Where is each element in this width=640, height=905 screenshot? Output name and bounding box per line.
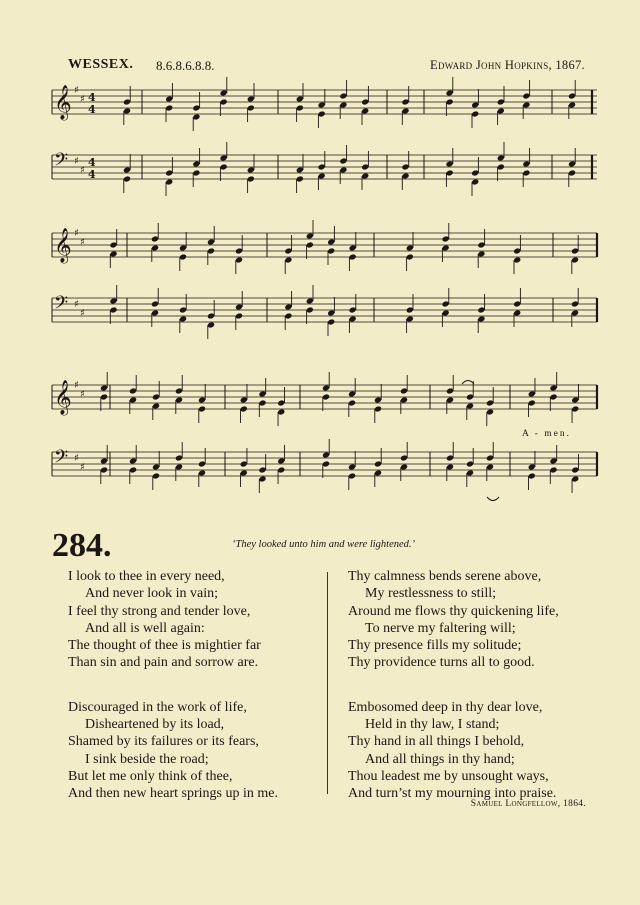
verse-line: Shamed by its failures or its fears, [68,734,259,750]
verse-line: And then new heart springs up in me. [68,786,278,802]
clef-icon: 𝄢 [54,293,69,318]
sharp-icon: ♯ [74,453,79,464]
composer-credit: Edward John Hopkins, 1867. [430,58,585,72]
verse-line: And turn’st my mourning into praise. [348,786,557,802]
time-signature: 4 [88,103,96,116]
sharp-icon: ♯ [74,299,79,310]
sharp-icon: ♯ [80,389,85,400]
column-divider [327,572,328,794]
sharp-icon: ♯ [80,94,85,105]
clef-icon: 𝄢 [54,447,69,472]
stanza [348,699,559,803]
verse-line: But let me only think of thee, [68,768,233,784]
verse-line: Thy calmness bends serene above, [348,569,542,584]
hymn-number: 284. [52,527,112,564]
verse-line: Disheartened by its load, [85,717,225,733]
verse-line: I look to thee in every need, [68,569,225,584]
clef-icon: 𝄢 [54,150,69,175]
verse-line: And all is well again: [85,620,205,636]
verse-line: My restlessness to still; [365,586,497,602]
sharp-icon: ♯ [80,308,85,319]
time-signature: 4 [88,91,96,104]
verse-line: To nerve my faltering will; [365,620,516,636]
amen-label: A - men. [522,429,571,439]
time-signature: 4 [88,156,96,169]
sharp-icon: ♯ [80,462,85,473]
stanza [68,699,278,803]
clef-icon: 𝄞 [54,228,72,263]
stanza [348,568,559,672]
verse-line: Thou leadest me by unsought ways, [348,768,549,784]
sharp-icon: ♯ [80,165,85,176]
verse-line: Discouraged in the work of life, [68,699,247,715]
verse-line: I sink beside the road; [85,751,209,767]
tune-name: WESSEX. [68,57,134,72]
tune-meter: 8.6.8.6.8.8. [156,58,215,73]
verse-line: Held in thy law, I stand; [365,717,500,733]
clef-icon: 𝄞 [54,380,72,415]
sharp-icon: ♯ [80,237,85,248]
time-signature: 4 [88,168,96,181]
verse-line: Thy hand in all things I behold, [348,734,525,750]
verse-line: And never look in vain; [85,586,218,602]
sharp-icon: ♯ [74,228,79,239]
verse-line: Around me flows thy quickening life, [348,603,559,619]
verse-line: Thy providence turns all to good. [348,655,535,671]
clef-icon: 𝄞 [54,85,72,120]
verse-line: Than sin and pain and sorrow are. [68,655,259,671]
stanza [68,568,278,672]
sharp-icon: ♯ [74,85,79,96]
verse-line: I feel thy strong and tender love, [68,603,251,619]
fermata-icon [462,381,474,385]
author-credit: Samuel Longfellow, 1864. [470,799,586,809]
sharp-icon: ♯ [74,380,79,391]
sharp-icon: ♯ [74,156,79,167]
verse-column-left [68,568,278,803]
epigraph: ‘They looked unto him and were lightened.’ [232,539,416,550]
verse-line: Embosomed deep in thy dear love, [348,699,543,715]
verse-line: The thought of thee is mightier far [68,638,261,654]
verse-line: And all things in thy hand; [365,751,515,767]
verse-line: Thy presence fills my solitude; [348,638,522,654]
fermata-icon [487,497,499,501]
verse-column-right [348,568,559,803]
